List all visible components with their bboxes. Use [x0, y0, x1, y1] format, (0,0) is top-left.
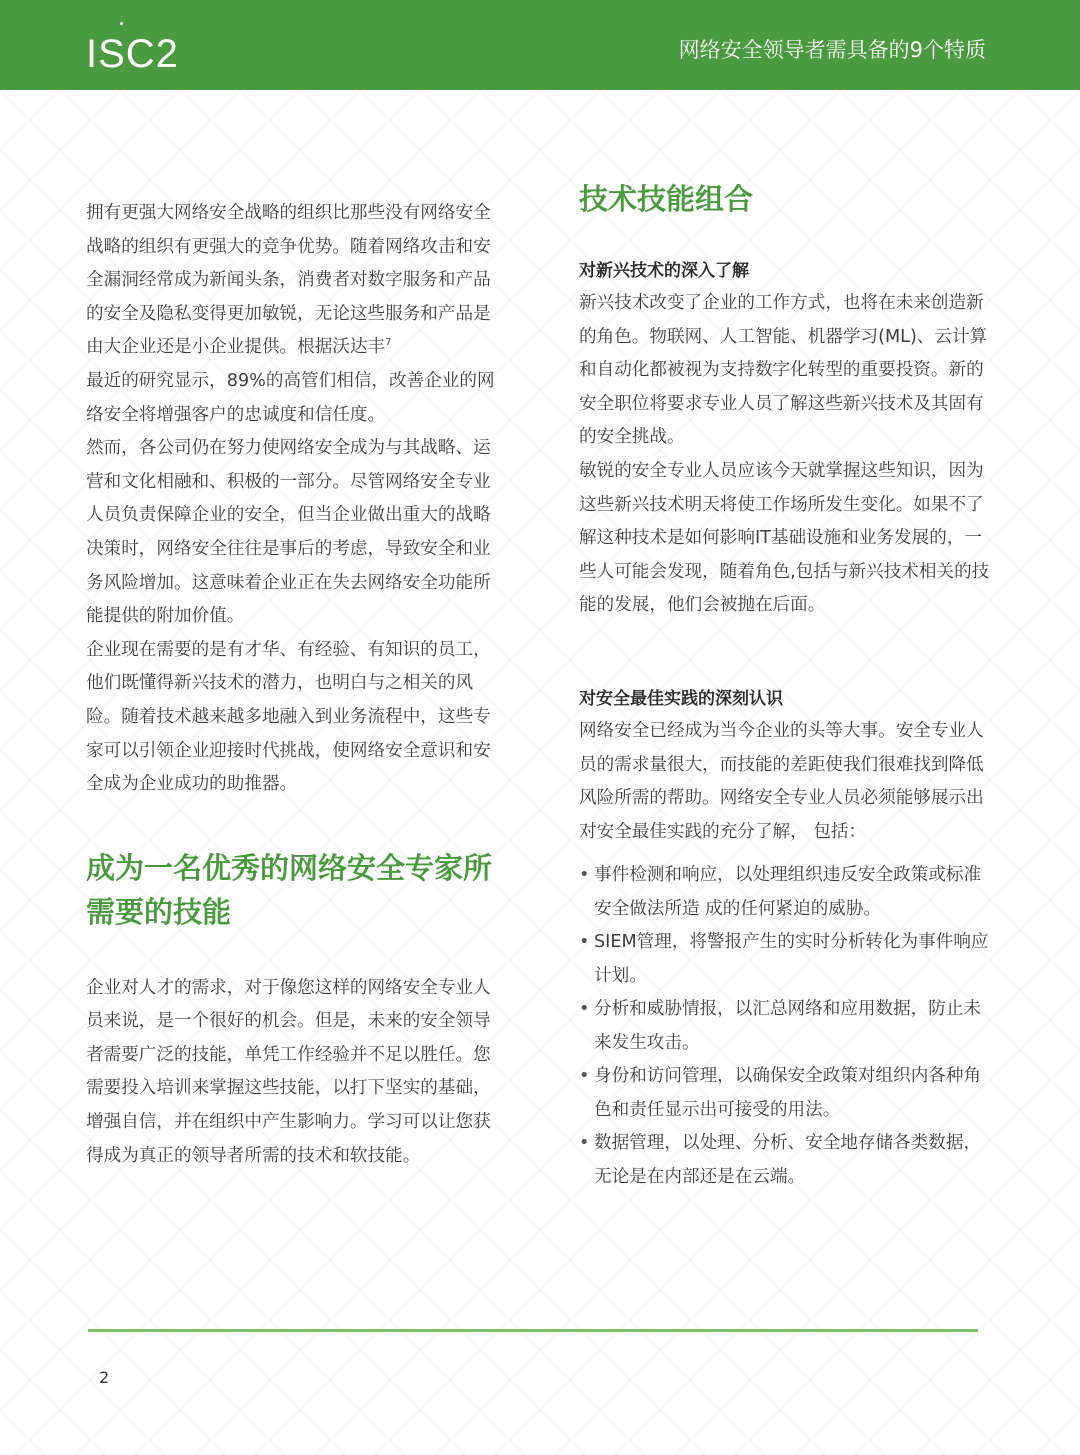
intro-text: 拥有更强大网络安全战略的组织比那些没有网络安全战略的组织有更强大的竞争优势。随着网络攻击和安全漏洞经常成为新闻头条，消费者对数字服务和产品的安全及隐私变得更加敏锐，无论这些服务和产品是由大企业还是小企业提供。根据沃达丰 [86, 203, 491, 358]
right-column [579, 177, 994, 1194]
intro-paragraph [86, 197, 501, 432]
paragraph-emerging-tech-2: 敏锐的安全专业人员应该今天就掌握这些知识，因为这些新兴技术明天将使工作场所发生变化。如果不了解这种技术是如何影响IT基础设施和业务发展的，一些人可能会发现，随着角色,包括与新兴技术相关的技能的发展，他们会被抛在后面。 [579, 460, 990, 616]
list-item: • 身份和访问管理，以确保安全政策对组织内各种角色和责任显示出可接受的用法。 [579, 1060, 994, 1127]
list-item: • SIEM管理，将警报产生的实时分析转化为事件响应计划。 [579, 926, 994, 993]
list-item: • 分析和威胁情报，以汇总网络和应用数据，防止未来发生攻击。 [579, 993, 994, 1060]
page-number: 2 [99, 1368, 110, 1387]
section-heading-tech-skills: 技术技能组合 [579, 182, 754, 216]
page-header [0, 0, 1080, 90]
paragraph-4: 企业对人才的需求，对于像您这样的网络安全专业人员来说，是一个很好的机会。但是，未来的安全领导者需要广泛的技能，单凭工作经验并不足以胜任。您需要投入培训来掌握这些技能，以打下坚实的基础，增强自信，并在组织中产生影响力。学习可以让您获得成为真正的领导者所需的技术和软技能。 [86, 977, 491, 1166]
paragraph-2: 然而，各公司仍在努力使网络安全成为与其战略、运营和文化相融和、积极的一部分。尽管网络安全专业人员负责保障企业的安全，但当企业做出重大的战略决策时，网络安全往往是事后的考虑，导致安全和业务风险增加。这意味着企业正在失去网络安全功能所能提供的附加价值。 [86, 438, 491, 627]
paragraph-emerging-tech: 新兴技术改变了企业的工作方式，也将在未来创造新的角色。物联网、人工智能、机器学习(ML)、云计算和自动化都被视为支持数字化转型的重要投资。新的安全职位将要求专业人员了解这些新兴技术及其固有的安全挑战。 [579, 293, 988, 448]
footer-divider [88, 1329, 978, 1332]
list-item: • 事件检测和响应，以处理组织违反安全政策或标准安全做法所造 成的任何紧迫的威胁。 [579, 859, 994, 926]
subheading-best-practices: 对安全最佳实践的深刻认识 [579, 688, 783, 709]
subheading-emerging-tech: 对新兴技术的深入了解 [579, 261, 749, 281]
left-column [86, 197, 501, 1173]
logo-dot [120, 22, 123, 25]
isc2-logo: ISC2 [86, 32, 179, 76]
paragraph-best-practices: 网络安全已经成为当今企业的头等大事。安全专业人员的需求量很大，而技能的差距使我们很难找到降低风险所需的帮助。网络安全专业人员必须能够展示出对安全最佳实践的充分了解， 包括： [579, 720, 984, 842]
paragraph-3: 企业现在需要的是有才华、有经验、有知识的员工，他们既懂得新兴技术的潜力，也明白与之相关的风险。随着技术越来越多地融入到业务流程中，这些专家可以引领企业迎接时代挑战，使网络安全意识和安全成为企业成功的助推器。 [86, 639, 491, 795]
list-item: • 数据管理，以处理、分析、安全地存储各类数据，无论是在内部还是在云端。 [579, 1127, 994, 1194]
best-practices-list [579, 859, 994, 1194]
intro-text-tail: 最近的研究显示，89%的高管们相信，改善企业的网络安全将增强客户的忠诚度和信任度。 [86, 370, 495, 425]
footnote-ref: 7 [385, 337, 392, 349]
section-heading-skills: 成为一名优秀的网络安全专家所需要的技能 [86, 850, 493, 929]
document-title: 网络安全领导者需具备的9个特质 [678, 38, 986, 62]
